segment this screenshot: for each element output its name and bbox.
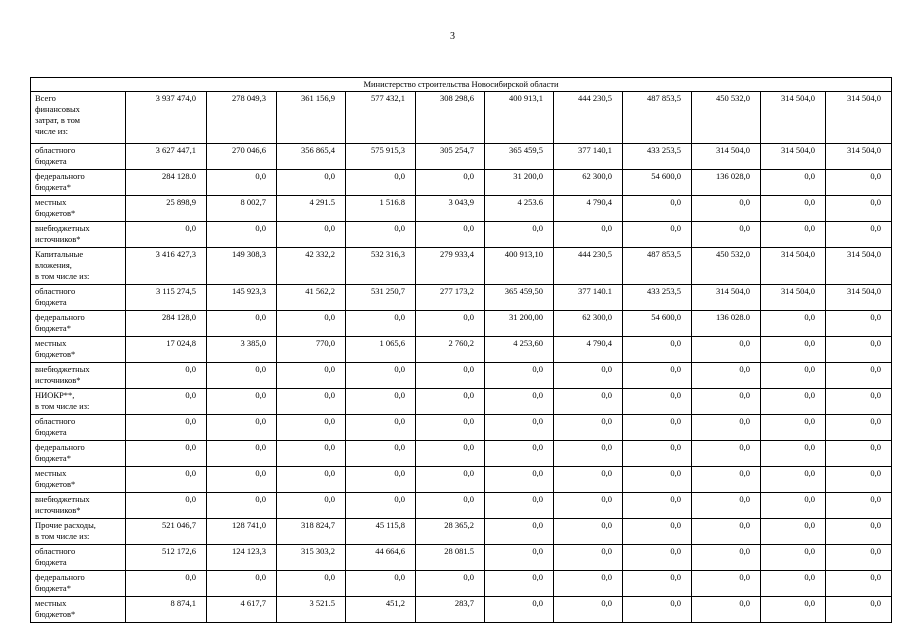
- value-cell: 4 790,4: [554, 196, 623, 222]
- value-cell: 0,0: [761, 337, 826, 363]
- value-cell: 0,0: [416, 222, 485, 248]
- row-label-line: федерального: [35, 312, 85, 322]
- value-cell: 512 172,6: [126, 545, 207, 571]
- value-cell: 0,0: [623, 467, 692, 493]
- value-cell: 279 933,4: [416, 248, 485, 285]
- value-cell: 3 627 447,1: [126, 144, 207, 170]
- value-cell: 314 504,0: [761, 92, 826, 144]
- value-cell: 0,0: [346, 415, 416, 441]
- value-cell: 0,0: [623, 597, 692, 623]
- value-cell: 0,0: [207, 311, 277, 337]
- value-cell: 0,0: [826, 363, 892, 389]
- value-cell: 0,0: [554, 519, 623, 545]
- value-cell: 0,0: [761, 311, 826, 337]
- table-row: [31, 545, 892, 571]
- value-cell: 531 250,7: [346, 285, 416, 311]
- value-cell: 0,0: [416, 415, 485, 441]
- value-cell: 0,0: [623, 571, 692, 597]
- value-cell: 0,0: [826, 571, 892, 597]
- row-label-line: бюджета: [35, 427, 67, 437]
- value-cell: 450 532,0: [692, 92, 761, 144]
- value-cell: 0,0: [485, 415, 554, 441]
- value-cell: 62 300,0: [554, 170, 623, 196]
- value-cell: 0,0: [485, 222, 554, 248]
- value-cell: 0,0: [126, 571, 207, 597]
- value-cell: 0,0: [207, 170, 277, 196]
- row-label-line: в том числе из:: [35, 401, 90, 411]
- value-cell: 0,0: [623, 389, 692, 415]
- row-label-line: областного: [35, 145, 76, 155]
- value-cell: 0,0: [623, 493, 692, 519]
- value-cell: 0,0: [692, 363, 761, 389]
- row-label: [31, 311, 126, 337]
- value-cell: 3 416 427,3: [126, 248, 207, 285]
- value-cell: 0,0: [346, 363, 416, 389]
- table-row: [31, 389, 892, 415]
- table-row: [31, 285, 892, 311]
- row-label-line: Капитальные: [35, 249, 84, 259]
- row-label-line: областного: [35, 546, 76, 556]
- value-cell: 0,0: [346, 222, 416, 248]
- value-cell: 0,0: [554, 597, 623, 623]
- value-cell: 54 600,0: [623, 170, 692, 196]
- value-cell: 314 504,0: [692, 144, 761, 170]
- value-cell: 4 253.6: [485, 196, 554, 222]
- value-cell: 42 332,2: [277, 248, 346, 285]
- value-cell: 0,0: [346, 389, 416, 415]
- table-row: [31, 571, 892, 597]
- value-cell: 0,0: [692, 196, 761, 222]
- value-cell: 521 046,7: [126, 519, 207, 545]
- value-cell: 0,0: [692, 571, 761, 597]
- value-cell: 0,0: [692, 222, 761, 248]
- value-cell: 0,0: [277, 389, 346, 415]
- value-cell: 4 253,60: [485, 337, 554, 363]
- value-cell: 450 532,0: [692, 248, 761, 285]
- value-cell: 4 617,7: [207, 597, 277, 623]
- value-cell: 0,0: [416, 311, 485, 337]
- row-label-line: местных: [35, 338, 67, 348]
- value-cell: 0,0: [826, 467, 892, 493]
- table-row: [31, 311, 892, 337]
- row-label-line: федерального: [35, 572, 85, 582]
- value-cell: 0,0: [826, 441, 892, 467]
- table-row: [31, 337, 892, 363]
- value-cell: 128 741,0: [207, 519, 277, 545]
- table-row: [31, 467, 892, 493]
- value-cell: 0,0: [554, 415, 623, 441]
- value-cell: 314 504,0: [826, 144, 892, 170]
- value-cell: 377 140.1: [554, 285, 623, 311]
- value-cell: 0,0: [485, 467, 554, 493]
- value-cell: 0,0: [126, 467, 207, 493]
- value-cell: 377 140,1: [554, 144, 623, 170]
- table-row: [31, 441, 892, 467]
- value-cell: 315 303,2: [277, 545, 346, 571]
- value-cell: 400 913,10: [485, 248, 554, 285]
- value-cell: 31 200,0: [485, 170, 554, 196]
- row-label: [31, 222, 126, 248]
- value-cell: 577 432,1: [346, 92, 416, 144]
- value-cell: 3 937 474,0: [126, 92, 207, 144]
- row-label: [31, 545, 126, 571]
- value-cell: 0,0: [346, 441, 416, 467]
- value-cell: 0,0: [207, 389, 277, 415]
- value-cell: 17 024,8: [126, 337, 207, 363]
- value-cell: 0,0: [416, 363, 485, 389]
- value-cell: 0,0: [416, 170, 485, 196]
- row-label-line: Всего: [35, 93, 56, 103]
- value-cell: 314 504,0: [761, 285, 826, 311]
- value-cell: 0,0: [761, 415, 826, 441]
- value-cell: 318 824,7: [277, 519, 346, 545]
- value-cell: 575 915,3: [346, 144, 416, 170]
- value-cell: 0,0: [207, 441, 277, 467]
- value-cell: 0,0: [485, 441, 554, 467]
- value-cell: 54 600,0: [623, 311, 692, 337]
- value-cell: 136 028.0: [692, 311, 761, 337]
- row-label-line: в том числе из:: [35, 271, 90, 281]
- row-label-line: областного: [35, 416, 76, 426]
- table-row: [31, 248, 892, 285]
- value-cell: 0,0: [761, 519, 826, 545]
- value-cell: 314 504,0: [826, 92, 892, 144]
- row-label: [31, 248, 126, 285]
- value-cell: 0,0: [623, 196, 692, 222]
- value-cell: 365 459,50: [485, 285, 554, 311]
- value-cell: 28 365,2: [416, 519, 485, 545]
- value-cell: 0,0: [761, 170, 826, 196]
- value-cell: 0,0: [692, 545, 761, 571]
- value-cell: 0,0: [692, 441, 761, 467]
- value-cell: 0,0: [692, 415, 761, 441]
- value-cell: 0,0: [554, 545, 623, 571]
- value-cell: 277 173,2: [416, 285, 485, 311]
- value-cell: 0,0: [207, 222, 277, 248]
- table-row: [31, 415, 892, 441]
- row-label-line: внебюджетных: [35, 494, 90, 504]
- value-cell: 0,0: [826, 415, 892, 441]
- row-label: [31, 92, 126, 144]
- value-cell: 25 898,9: [126, 196, 207, 222]
- value-cell: 0,0: [623, 545, 692, 571]
- value-cell: 0,0: [277, 467, 346, 493]
- value-cell: 770,0: [277, 337, 346, 363]
- value-cell: 2 760,2: [416, 337, 485, 363]
- value-cell: 0,0: [554, 441, 623, 467]
- value-cell: 44 664,6: [346, 545, 416, 571]
- value-cell: 145 923,3: [207, 285, 277, 311]
- value-cell: 0,0: [277, 415, 346, 441]
- value-cell: 361 156,9: [277, 92, 346, 144]
- value-cell: 400 913,1: [485, 92, 554, 144]
- row-label: [31, 363, 126, 389]
- value-cell: 0,0: [761, 597, 826, 623]
- value-cell: 0,0: [761, 441, 826, 467]
- value-cell: 0,0: [761, 467, 826, 493]
- row-label: [31, 571, 126, 597]
- value-cell: 1 065,6: [346, 337, 416, 363]
- value-cell: 0,0: [277, 571, 346, 597]
- row-label-line: финансовых: [35, 104, 80, 114]
- row-label-line: числе из:: [35, 126, 69, 136]
- value-cell: 532 316,3: [346, 248, 416, 285]
- row-label-line: местных: [35, 197, 67, 207]
- value-cell: 4 790,4: [554, 337, 623, 363]
- value-cell: 0,0: [554, 571, 623, 597]
- financing-table: [30, 77, 892, 623]
- value-cell: 0,0: [126, 415, 207, 441]
- value-cell: 31 200,00: [485, 311, 554, 337]
- value-cell: 0,0: [346, 311, 416, 337]
- value-cell: 0,0: [692, 597, 761, 623]
- value-cell: 0,0: [826, 196, 892, 222]
- row-label-line: затрат, в том: [35, 115, 81, 125]
- value-cell: 28 081.5: [416, 545, 485, 571]
- value-cell: 0,0: [826, 170, 892, 196]
- value-cell: 0,0: [692, 493, 761, 519]
- row-label-line: Прочие расходы,: [35, 520, 96, 530]
- value-cell: 0,0: [826, 311, 892, 337]
- value-cell: 3 115 274,5: [126, 285, 207, 311]
- table-row: [31, 144, 892, 170]
- row-label: [31, 597, 126, 623]
- value-cell: 314 504,0: [826, 285, 892, 311]
- value-cell: 0,0: [126, 441, 207, 467]
- value-cell: 0,0: [277, 311, 346, 337]
- value-cell: 149 308,3: [207, 248, 277, 285]
- row-label-line: бюджета*: [35, 583, 71, 593]
- row-label-line: в том числе из:: [35, 531, 90, 541]
- ministry-row: [31, 78, 892, 92]
- value-cell: 0,0: [826, 222, 892, 248]
- ministry-title: Министерство строительства Новосибирской области: [31, 78, 892, 92]
- row-label-line: бюджета*: [35, 182, 71, 192]
- value-cell: 365 459,5: [485, 144, 554, 170]
- value-cell: 0,0: [554, 363, 623, 389]
- value-cell: 0,0: [554, 467, 623, 493]
- row-label-line: бюджета: [35, 297, 67, 307]
- row-label-line: внебюджетных: [35, 364, 90, 374]
- row-label-line: областного: [35, 286, 76, 296]
- row-label-line: бюджетов*: [35, 479, 76, 489]
- value-cell: 0,0: [485, 571, 554, 597]
- row-label: [31, 415, 126, 441]
- value-cell: 0,0: [416, 389, 485, 415]
- value-cell: 0,0: [346, 467, 416, 493]
- value-cell: 0,0: [277, 493, 346, 519]
- value-cell: 0,0: [761, 363, 826, 389]
- value-cell: 62 300,0: [554, 311, 623, 337]
- table-row: [31, 196, 892, 222]
- value-cell: 0,0: [416, 493, 485, 519]
- table-row: [31, 519, 892, 545]
- table-row: [31, 597, 892, 623]
- value-cell: 0,0: [623, 337, 692, 363]
- value-cell: 0,0: [826, 337, 892, 363]
- row-label-line: источников*: [35, 234, 81, 244]
- value-cell: 451,2: [346, 597, 416, 623]
- value-cell: 0,0: [761, 493, 826, 519]
- value-cell: 0,0: [826, 545, 892, 571]
- row-label-line: источников*: [35, 505, 81, 515]
- value-cell: 3 385,0: [207, 337, 277, 363]
- row-label-line: местных: [35, 598, 67, 608]
- value-cell: 0,0: [485, 493, 554, 519]
- row-label: [31, 493, 126, 519]
- row-label-line: бюджетов*: [35, 609, 76, 619]
- value-cell: 0,0: [485, 519, 554, 545]
- value-cell: 0,0: [126, 493, 207, 519]
- value-cell: 433 253,5: [623, 285, 692, 311]
- value-cell: 314 504,0: [761, 248, 826, 285]
- value-cell: 0,0: [207, 467, 277, 493]
- value-cell: 444 230,5: [554, 92, 623, 144]
- value-cell: 3 521.5: [277, 597, 346, 623]
- value-cell: 8 874,1: [126, 597, 207, 623]
- value-cell: 284 128,0: [126, 311, 207, 337]
- table-row: [31, 493, 892, 519]
- value-cell: 356 865,4: [277, 144, 346, 170]
- value-cell: 45 115,8: [346, 519, 416, 545]
- value-cell: 136 028,0: [692, 170, 761, 196]
- value-cell: 0,0: [826, 493, 892, 519]
- row-label-line: бюджетов*: [35, 349, 76, 359]
- value-cell: 0,0: [485, 363, 554, 389]
- value-cell: 0,0: [277, 222, 346, 248]
- value-cell: 0,0: [416, 467, 485, 493]
- value-cell: 314 504,0: [761, 144, 826, 170]
- value-cell: 1 516.8: [346, 196, 416, 222]
- row-label: [31, 389, 126, 415]
- value-cell: 0,0: [416, 571, 485, 597]
- value-cell: 0,0: [485, 597, 554, 623]
- value-cell: 314 504,0: [826, 248, 892, 285]
- value-cell: 0,0: [623, 441, 692, 467]
- value-cell: 487 853,5: [623, 92, 692, 144]
- row-label-line: бюджета: [35, 156, 67, 166]
- value-cell: 0,0: [277, 441, 346, 467]
- value-cell: 124 123,3: [207, 545, 277, 571]
- value-cell: 284 128.0: [126, 170, 207, 196]
- table-row: [31, 92, 892, 144]
- row-label: [31, 196, 126, 222]
- value-cell: 8 002,7: [207, 196, 277, 222]
- row-label: [31, 441, 126, 467]
- value-cell: 0,0: [277, 170, 346, 196]
- value-cell: 0,0: [623, 415, 692, 441]
- value-cell: 0,0: [126, 389, 207, 415]
- value-cell: 314 504,0: [692, 285, 761, 311]
- value-cell: 0,0: [761, 545, 826, 571]
- value-cell: 0,0: [623, 519, 692, 545]
- value-cell: 0,0: [207, 493, 277, 519]
- value-cell: 0,0: [554, 222, 623, 248]
- value-cell: 0,0: [761, 571, 826, 597]
- row-label: [31, 467, 126, 493]
- value-cell: 0,0: [485, 389, 554, 415]
- value-cell: 0,0: [554, 389, 623, 415]
- table-row: [31, 170, 892, 196]
- value-cell: 0,0: [346, 571, 416, 597]
- row-label-line: местных: [35, 468, 67, 478]
- value-cell: 0,0: [554, 493, 623, 519]
- value-cell: 0,0: [346, 493, 416, 519]
- value-cell: 0,0: [416, 441, 485, 467]
- value-cell: 0,0: [623, 363, 692, 389]
- row-label: [31, 337, 126, 363]
- value-cell: 308 298,6: [416, 92, 485, 144]
- value-cell: 0,0: [692, 337, 761, 363]
- value-cell: 305 254,7: [416, 144, 485, 170]
- value-cell: 0,0: [126, 363, 207, 389]
- value-cell: 41 562,2: [277, 285, 346, 311]
- row-label-line: бюджета*: [35, 323, 71, 333]
- value-cell: 0,0: [277, 363, 346, 389]
- value-cell: 283,7: [416, 597, 485, 623]
- value-cell: 0,0: [207, 571, 277, 597]
- value-cell: 0,0: [623, 222, 692, 248]
- value-cell: 0,0: [692, 519, 761, 545]
- page-number: 3: [450, 31, 455, 42]
- row-label-line: бюджетов*: [35, 208, 76, 218]
- row-label: [31, 285, 126, 311]
- row-label-line: федерального: [35, 171, 85, 181]
- row-label: [31, 144, 126, 170]
- value-cell: 0,0: [826, 597, 892, 623]
- table-row: [31, 363, 892, 389]
- row-label-line: федерального: [35, 442, 85, 452]
- value-cell: 433 253,5: [623, 144, 692, 170]
- value-cell: 0,0: [207, 415, 277, 441]
- row-label-line: источников*: [35, 375, 81, 385]
- value-cell: 0,0: [485, 545, 554, 571]
- value-cell: 3 043,9: [416, 196, 485, 222]
- row-label: [31, 170, 126, 196]
- row-label: [31, 519, 126, 545]
- value-cell: 0,0: [761, 222, 826, 248]
- value-cell: 0,0: [346, 170, 416, 196]
- row-label-line: бюджета: [35, 557, 67, 567]
- value-cell: 0,0: [826, 389, 892, 415]
- value-cell: 0,0: [761, 389, 826, 415]
- table-row: [31, 222, 892, 248]
- value-cell: 0,0: [207, 363, 277, 389]
- value-cell: 0,0: [692, 389, 761, 415]
- row-label-line: бюджета*: [35, 453, 71, 463]
- row-label-line: внебюджетных: [35, 223, 90, 233]
- value-cell: 4 291.5: [277, 196, 346, 222]
- row-label-line: вложения,: [35, 260, 72, 270]
- value-cell: 278 049,3: [207, 92, 277, 144]
- value-cell: 487 853,5: [623, 248, 692, 285]
- value-cell: 0,0: [126, 222, 207, 248]
- row-label-line: НИОКР**,: [35, 390, 75, 400]
- value-cell: 0,0: [761, 196, 826, 222]
- value-cell: 270 046,6: [207, 144, 277, 170]
- value-cell: 444 230,5: [554, 248, 623, 285]
- value-cell: 0,0: [692, 467, 761, 493]
- value-cell: 0,0: [826, 519, 892, 545]
